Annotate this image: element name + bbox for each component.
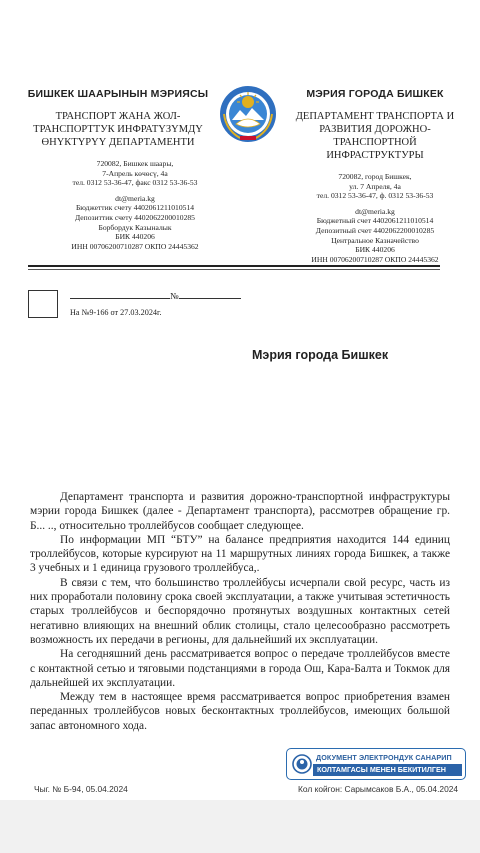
left-org-name: БИШКЕК ШААРЫНЫН МЭРИЯСЫ [27,88,209,100]
letter-body [30,490,450,733]
left-dept-name: ТРАНСПОРТ ЖАНА ЖОЛ- ТРАНСПОРТТУК ИНФРАТҮЗҮМДҮ ӨНҮКТҮРҮҮ ДЕПАРТАМЕНТИ [33,111,203,148]
number-sign: № [170,291,179,301]
outgoing-number: Чыг. № Б-94, 05.04.2024 [34,784,128,794]
left-contacts: dt@meria.kg Бюджеттик счету 4402061211010514 Депозиттик счету 4402062200010285 Борбордук Казыналык БИК 440206 ИНН 00706200710287 ОКПО 24445362 [71,193,199,251]
right-contacts: dt@meria.kg Бюджетный счет 4402061211010514 Депозитный счет 4402062200010285 Центральное Казначейство БИК 440206 ИНН 00706200710287 ОКПО 24445362 [311,206,439,264]
kyrgyz-state-emblem-icon [218,84,278,144]
right-org-name: МЭРИЯ ГОРОДА БИШКЕК [306,88,444,100]
signed-by: Кол койгон: Сарымсаков Б.А., 05.04.2024 [298,784,459,794]
header-divider-thin [28,269,440,270]
stamp-line-2: КОЛТАМГАСЫ МЕНЕН БЕКИТИЛГЕН [317,765,446,774]
reference-number: На №9-166 от 27.03.2024г. [70,308,162,317]
registration-line [70,289,246,301]
right-dept-name: ДЕПАРТАМЕНТ ТРАНСПОРТА И РАЗВИТИЯ ДОРОЖНО- ТРАНСПОРТНОЙ ИНФРАСТРУКТУРЫ [295,111,455,161]
paragraph: Между тем в настоящее время рассматривается вопрос приобретения взамен переданных троллейбусов новых бесконтактных троллейбусов, имеющих большой запас автономного хода. [30,691,450,732]
left-address: 720082, Бишкек шаары, 7-Апрель көчөсү, 4а тел. 0312 53-36-47, факс 0312 53-36-53 [72,159,198,188]
emblem-seal-icon [292,754,312,774]
left-header [18,88,218,251]
right-header [290,88,460,264]
e-signature-stamp [286,748,466,780]
paragraph: Департамент транспорта и развития дорожно-транспортной инфраструктуры мэрии города Бишкек (далее - Департамент транспорта), рассмотрев обращение гр. Б... .., относительно троллейбусов сообщает следующее. [30,491,450,532]
stamp-line-1: ДОКУМЕНТ ЭЛЕКТРОНДУК САНАРИП [316,753,452,762]
paragraph: На сегодняшний день рассматривается вопрос о передаче троллейбусов вместе с контактной сетью и тяговыми подстанциями в города Ош, Кара-Балта и Токмок для дальнейшей их эксплуатации. [30,648,450,689]
paragraph: По информации МП “БТУ” на балансе предприятия находится 144 единиц троллейбусов, которые курсируют на 11 маршрутных линиях города Бишкек, а также 3 учебных и 1 единица грузового троллейбуса,. [30,533,450,575]
right-address: 720082, город Бишкек, ул. 7 Апреля, 4а тел. 0312 53-36-47, ф. 0312 53-36-53 [316,172,434,201]
bottom-area [0,800,480,853]
stamp-band [313,764,462,776]
registration-box [28,290,58,318]
addressee: Мэрия города Бишкек [252,348,389,362]
top-bar [0,0,480,60]
paragraph: В связи с тем, что большинство троллейбусы исчерпали свой ресурс, часть из них проработали половину срока своей эксплуатации, а также учитывая эстетичность старых троллейбусов и беспорядочно протянутых воздушных контактных сетей негативно влияющих на внешний облик столицы, стало целесообразно рассмотреть возможность их передачи в регионы, для дальнейший их эксплуатации. [30,576,450,646]
header-divider [28,265,440,267]
